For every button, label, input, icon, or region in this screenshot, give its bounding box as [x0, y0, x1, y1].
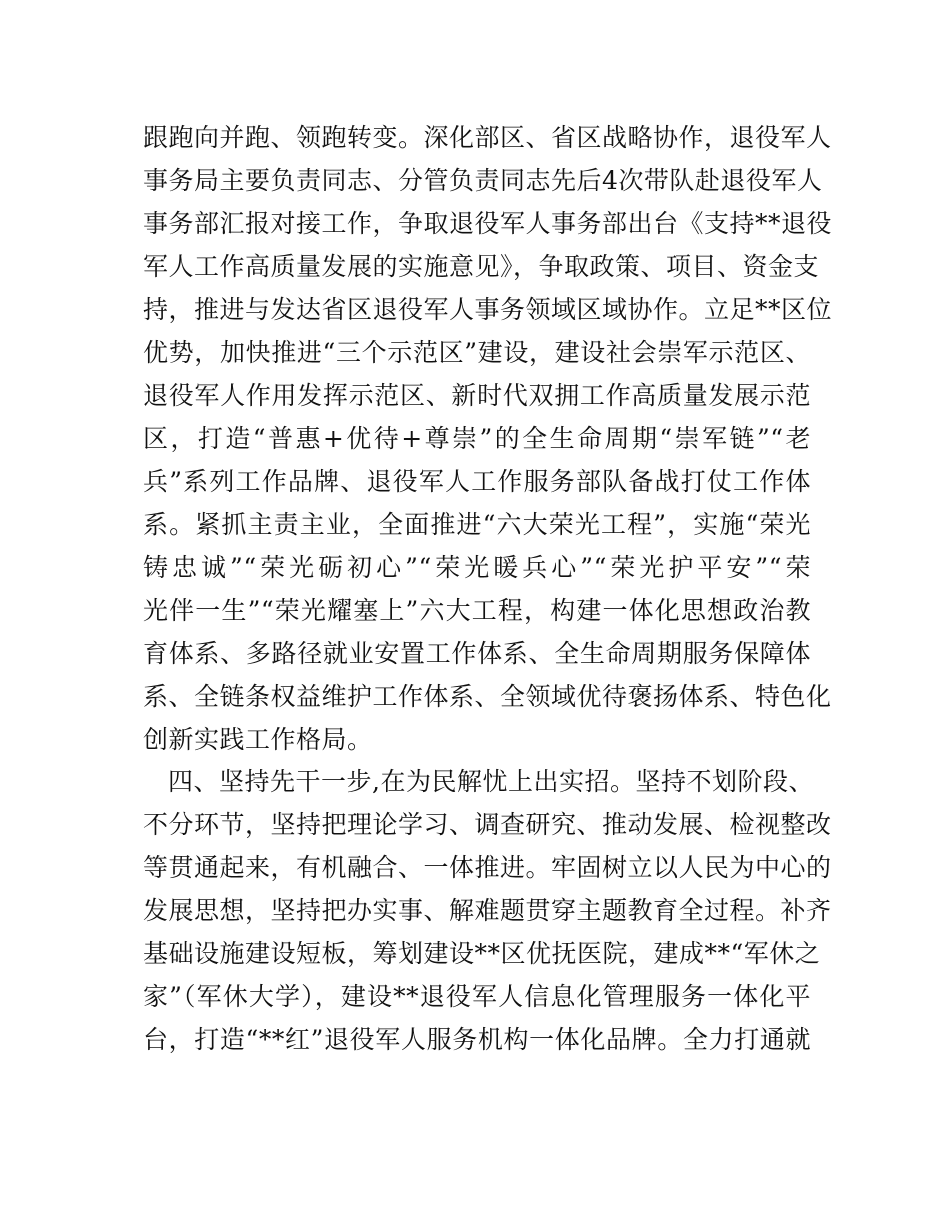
text-line: 四、坚持先干一步,在为民解忧上出实招。坚持不划阶段、 [168, 767, 814, 796]
text-line: 事务部汇报对接工作，争取退役军人事务部出台《支持**退役 [143, 209, 833, 238]
text-line: 跟跑向并跑、领跑转变。深化部区、省区战略协作，退役军人 [143, 123, 832, 152]
text-line: 军人工作高质量发展的实施意见》，争取政策、项目、资金支 [143, 252, 820, 281]
text-line: 不分环节，坚持把理论学习、调查研究、推动发展、检视整改 [143, 810, 832, 839]
text-line: 育体系、多路径就业安置工作体系、全生命周期服务保障体 [143, 639, 811, 668]
text-line: 家”（军休大学），建设**退役军人信息化管理服务一体化平 [143, 982, 811, 1011]
paragraph-1 [143, 116, 833, 761]
text-line: 事务局主要负责同志、分管负责同志先后4次带队赴退役军人 [143, 166, 823, 195]
text-line: 持，推进与发达省区退役军人事务领域区域协作。立足**区位 [143, 295, 833, 324]
text-line: 优势，加快推进“三个示范区”建设，建设社会崇军示范区、 [143, 338, 811, 367]
text-line: 发展思想，坚持把办实事、解难题贯穿主题教育全过程。补齐 [143, 896, 832, 925]
text-line: 铸忠诚”“荣光砺初心”“荣光暖兵心”“荣光护平安”“荣 [143, 553, 811, 582]
text-line: 系、全链条权益维护工作体系、全领域优待褒扬体系、特色化 [143, 682, 832, 711]
text-line: 等贯通起来，有机融合、一体推进。牢固树立以人民为中心的 [143, 853, 832, 882]
text-line: 兵”系列工作品牌、退役军人工作服务部队备战打仗工作体 [143, 467, 811, 496]
text-line: 区，打造“普惠+优待+尊崇”的全生命周期“崇军链”“老 [143, 424, 811, 453]
text-line: 基础设施建设短板，筹划建设**区优抚医院，建成**“军休之 [143, 939, 821, 968]
text-line: 台，打造“**红”退役军人服务机构一体化品牌。全力打通就 [143, 1025, 811, 1054]
text-line: 光伴一生”“荣光耀塞上”六大工程，构建一体化思想政治教 [143, 596, 811, 625]
text-line: 退役军人作用发挥示范区、新时代双拥工作高质量发展示范 [143, 381, 811, 410]
paragraph-2 [143, 760, 832, 1061]
text-line: 系。紧抓主责主业，全面推进“六大荣光工程”，实施“荣光 [143, 510, 811, 539]
text-line: 创新实践工作格局。 [143, 725, 373, 754]
